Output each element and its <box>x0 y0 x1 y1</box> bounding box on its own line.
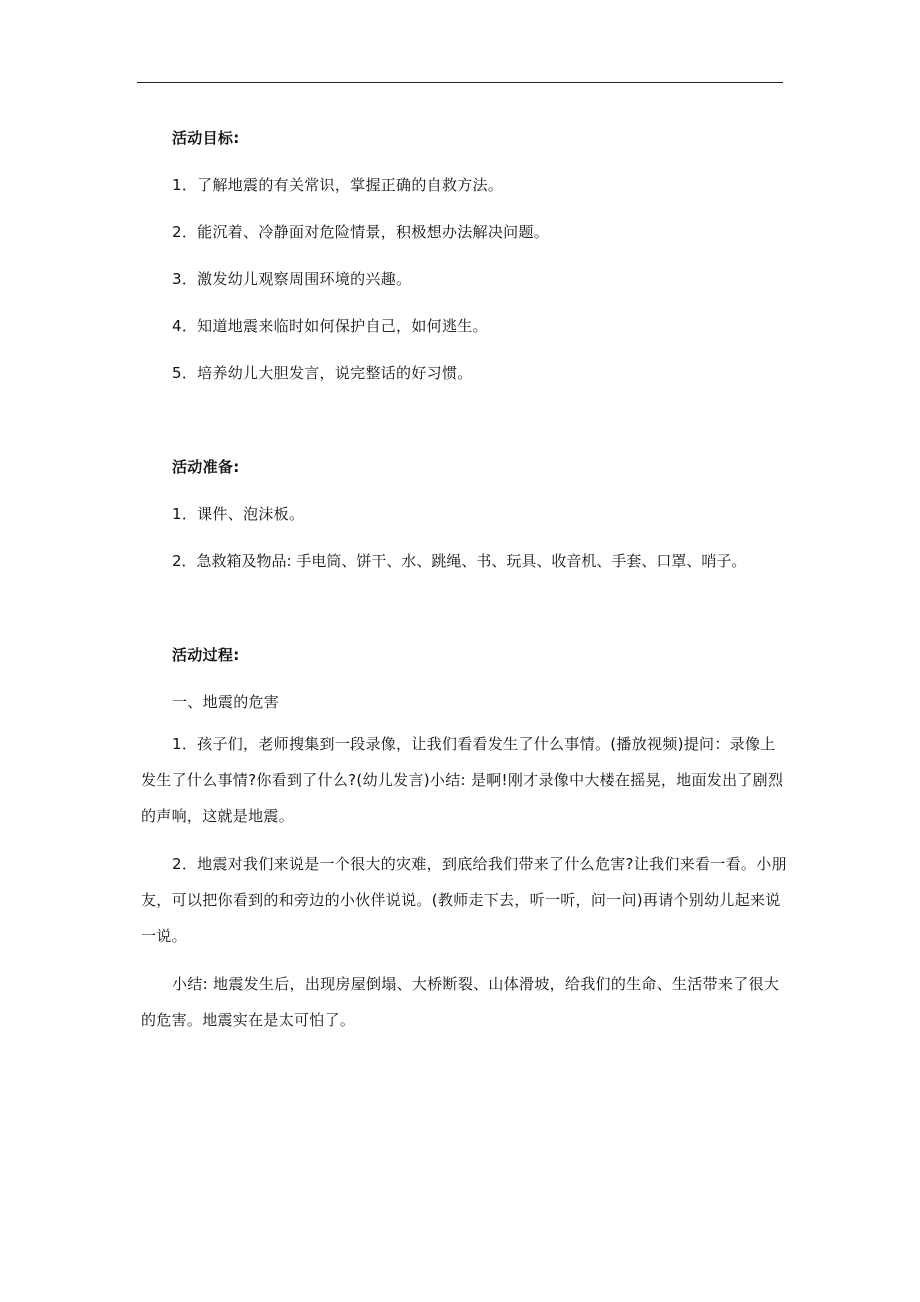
document-body <box>141 122 788 1038</box>
prep-item-2: 2．急救箱及物品: 手电筒、饼干、水、跳绳、书、玩具、收音机、手套、口罩、哨子。 <box>172 552 747 570</box>
goal-item-1: 1．了解地震的有关常识，掌握正确的自救方法。 <box>172 176 504 194</box>
process-paragraph-1: 1．孩子们，老师搜集到一段录像，让我们看看发生了什么事情。(播放视频)提问：录像上发生了什么事情?你看到了什么?(幼儿发言)小结: 是啊!刚才录像中大楼在摇晃，地面发出了剧烈的声响，这就是地震。 <box>141 735 784 825</box>
process-summary: 小结: 地震发生后，出现房屋倒塌、大桥断裂、山体滑坡，给我们的生命、生活带来了很大的危害。地震实在是太可怕了。 <box>141 975 780 1029</box>
goal-item-2: 2．能沉着、冷静面对危险情景，积极想办法解决问题。 <box>172 223 550 241</box>
prep-item-1: 1．课件、泡沫板。 <box>172 505 305 523</box>
goals-heading: 活动目标: <box>172 129 240 147</box>
process-heading: 活动过程: <box>172 646 240 664</box>
prep-heading: 活动准备: <box>172 458 240 476</box>
header-rule <box>137 82 783 83</box>
goal-item-3: 3．激发幼儿观察周围环境的兴趣。 <box>172 270 412 288</box>
goal-item-4: 4．知道地震来临时如何保护自己，如何逃生。 <box>172 317 488 335</box>
process-subheading: 一、地震的危害 <box>172 693 280 711</box>
goal-item-5: 5．培养幼儿大胆发言，说完整话的好习惯。 <box>172 364 473 382</box>
process-paragraph-2: 2．地震对我们来说是一个很大的灾难，到底给我们带来了什么危害?让我们来看一看。小朋友，可以把你看到的和旁边的小伙伴说说。(教师走下去，听一听，问一问)再请个别幼儿起来说一说。 <box>141 855 787 945</box>
